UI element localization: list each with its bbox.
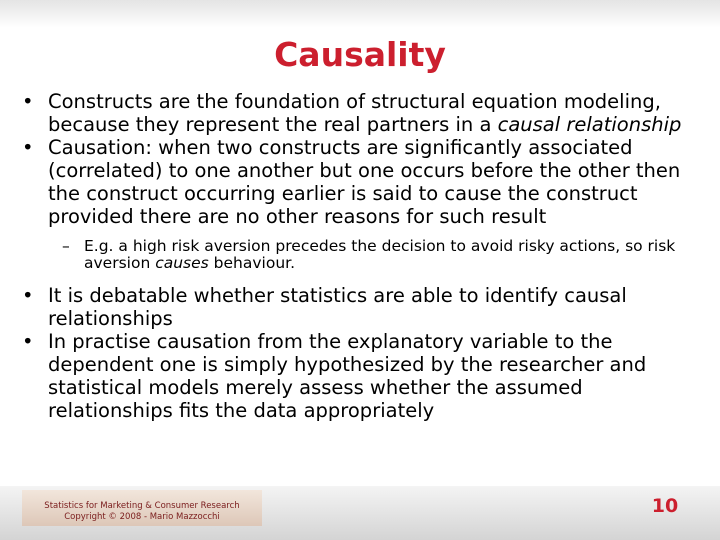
slide-title: Causality [274,35,446,74]
bullet-emphasis: causal relationship [497,113,682,136]
bullet-debatable [22,284,712,330]
footer-course-title: Statistics for Marketing & Consumer Research [44,501,240,511]
bullet-text: Constructs are the foundation of structural equation modeling, because they represent the real partners in a [48,90,661,136]
sub-bullet-text: E.g. a high risk aversion precedes the decision to avoid risky actions, so risk aversion [84,237,676,272]
sub-bullet-example [62,238,712,272]
bullet-practise [22,330,712,422]
footer-credits [22,501,262,523]
bullet-dot: • [22,90,34,113]
slide-body [22,90,712,422]
bullet-dot: • [22,284,34,307]
sub-bullet-emphasis: causes [155,254,209,272]
sub-bullet-text-end: behaviour. [208,254,296,272]
bullet-text: Causation: when two constructs are significantly associated (correlated) to one another but one occurs before the other then the construct occurring earlier is said to cause the construct provided there are no other reasons for such result [48,136,681,228]
bullet-causation [22,136,712,228]
bullet-text: In practise causation from the explanatory variable to the dependent one is simply hypothesized by the researcher and statistical models merely assess whether the assumed relationships fits the data appropriately [48,330,647,422]
bullet-text: It is debatable whether statistics are able to identify causal relationships [48,284,627,330]
bullet-dot: • [22,330,34,353]
page-number: 10 [651,495,679,517]
bullet-dot: • [22,136,34,159]
sub-bullet-dash: – [62,237,70,255]
top-gradient-band [0,0,720,28]
footer-copyright: Copyright © 2008 - Mario Mazzocchi [64,512,220,522]
bullet-constructs [22,90,712,136]
